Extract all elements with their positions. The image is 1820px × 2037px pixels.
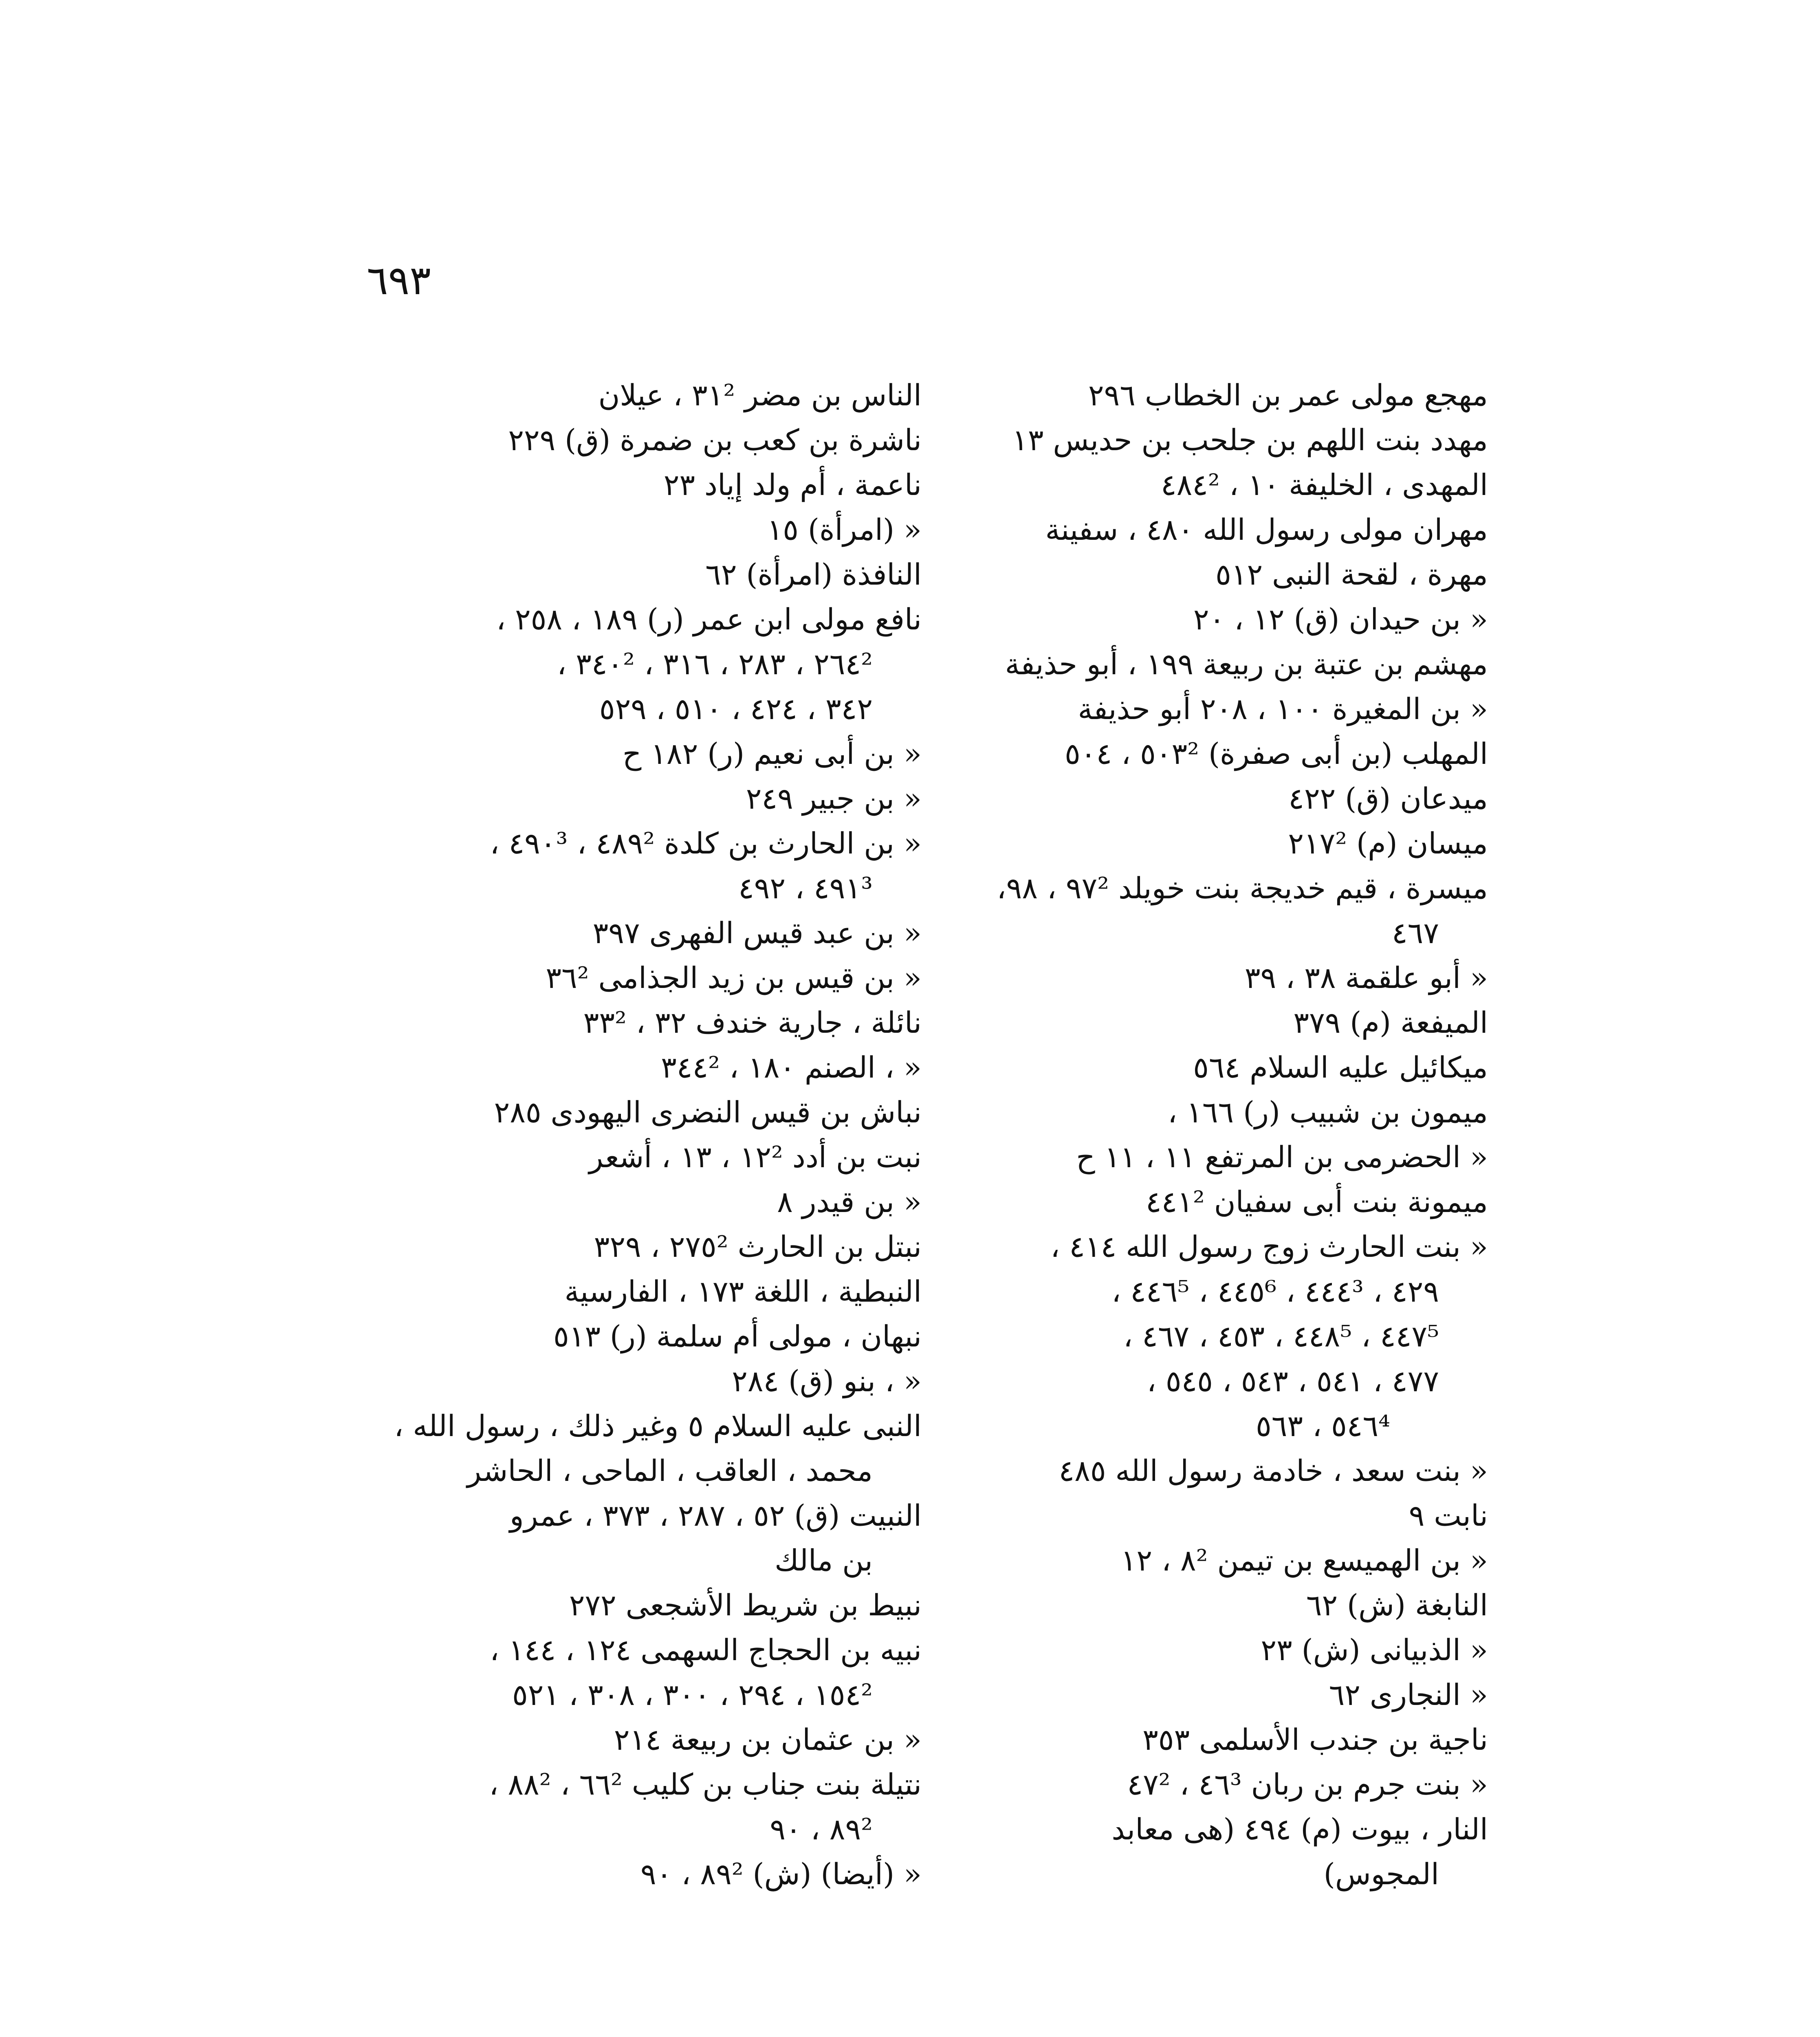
index-entry: نباش بن قيس النضرى اليهودى ٢٨٥ (494, 1095, 922, 1129)
index-entry: نبت بن أدد ١٢² ، ١٣ ، أشعر (589, 1140, 922, 1174)
index-entry: نافع مولى ابن عمر (ر) ١٨٩ ، ٢٥٨ ، (496, 602, 922, 636)
index-entry: مهدد بنت اللهم بن جلحب بن حديس ١٣ (1012, 423, 1488, 457)
index-entry: « بن عبد قيس الفهرى ٣٩٧ (592, 916, 922, 950)
index-entry: ميدعان (ق) ٤٢٢ (1288, 781, 1488, 816)
index-entry: ٤٩١³ ، ٤٩٢ (738, 871, 873, 905)
index-entry: النافذة (امرأة) ٦٢ (705, 557, 922, 592)
index-entry: المهلب (بن أبى صفرة) ٥٠٣² ، ٥٠٤ (1065, 737, 1488, 771)
index-entry: المهدى ، الخليفة ١٠ ، ٤٨٤² (1160, 468, 1488, 502)
index-entry: نبتل بن الحارث ٢٧٥² ، ٣٢٩ (594, 1230, 922, 1264)
index-entry: مهجع مولى عمر بن الخطاب ٢٩٦ (1088, 378, 1488, 412)
index-entry: المجوس) (1323, 1857, 1439, 1891)
index-entry: ميمونة بنت أبى سفيان ٤٤١² (1146, 1185, 1488, 1219)
index-entry: ٤٦٧ (1391, 916, 1439, 950)
index-entry: « بن جبير ٢٤٩ (746, 781, 922, 816)
index-entry: نبيط بن شريط الأشجعى ٢٧٢ (569, 1588, 922, 1622)
index-entry: مهشم بن عتبة بن ربيعة ١٩٩ ، أبو حذيفة (1005, 647, 1488, 681)
index-entry: ٤٢٩ ، ٤٤٤³ ، ٤٤٥⁶ ، ٤٤٦⁵ ، (1111, 1274, 1439, 1309)
index-entry: « بن الهميسع بن تيمن ٨² ، ١٢ (1120, 1543, 1488, 1577)
index-entry: ناعمة ، أم ولد إياد ٢٣ (663, 468, 922, 502)
index-entry: ناجية بن جندب الأسلمى ٣٥٣ (1142, 1722, 1488, 1757)
page-number: ٦٩٣ (367, 257, 431, 304)
index-entry: « بن حيدان (ق) ١٢ ، ٢٠ (1193, 602, 1488, 636)
index-entry: « بن الحارث بن كلدة ٤٨٩² ، ٤٩٠³ ، (490, 826, 922, 860)
index-entry: ميكائيل عليه السلام ٥٦٤ (1193, 1050, 1488, 1084)
index-entry: « الذبيانى (ش) ٢٣ (1261, 1633, 1488, 1667)
index-entry: « بنت سعد ، خادمة رسول الله ٤٨٥ (1059, 1454, 1488, 1488)
index-entry: « بن قيدر ٨ (777, 1185, 922, 1219)
index-entry: ٤٧٧ ، ٥٤١ ، ٥٤٣ ، ٥٤٥ ، (1147, 1364, 1439, 1398)
index-entry: « الحضرمى بن المرتفع ١١ ، ١١ ح (1076, 1140, 1488, 1174)
index-entry: ميسان (م) ٢١٧² (1288, 826, 1488, 860)
index-entry: ١٥٤² ، ٢٩٤ ، ٣٠٠ ، ٣٠٨ ، ٥٢١ (512, 1678, 873, 1712)
index-entry: « بنت جرم بن ربان ٤٦³ ، ٤٧² (1127, 1767, 1488, 1802)
index-entry: ٤٤٧⁵ ، ٤٤٨⁵ ، ٤٥٣ ، ٤٦٧ ، (1123, 1319, 1439, 1353)
index-entry: مهرة ، لقحة النبى ٥١٢ (1215, 557, 1488, 592)
index-entry: بن مالك (775, 1543, 873, 1577)
index-entry: « بن عثمان بن ربيعة ٢١٤ (614, 1722, 922, 1757)
index-entry: « النجارى ٦٢ (1329, 1678, 1488, 1712)
index-entry: « (امرأة) ١٥ (767, 513, 922, 547)
index-entry: النبيت (ق) ٥٢ ، ٢٨٧ ، ٣٧٣ ، عمرو (509, 1498, 922, 1533)
index-entry: النبى عليه السلام ٥ وغير ذلك ، رسول الله ، (394, 1409, 922, 1443)
index-entry: محمد ، العاقب ، الماحى ، الحاشر (467, 1454, 873, 1488)
index-entry: مهران مولى رسول الله ٤٨٠ ، سفينة (1045, 513, 1488, 547)
index-entry: ناشرة بن كعب بن ضمرة (ق) ٢٢٩ (508, 423, 922, 457)
index-entry: ٥٤٦⁴ ، ٥٦٣ (1256, 1409, 1390, 1443)
index-entry: الناس بن مضر ٣١² ، عيلان (598, 378, 922, 412)
index-entry: « بن المغيرة ١٠٠ ، ٢٠٨ أبو حذيفة (1078, 692, 1488, 726)
index-entry: « بن قيس بن زيد الجذامى ٣٦² (546, 961, 922, 995)
index-entry: « ، الصنم ١٨٠ ، ٣٤٤² (661, 1050, 922, 1084)
left-column (302, 373, 922, 1896)
index-entry: « بن أبى نعيم (ر) ١٨٢ ح (622, 737, 922, 771)
index-entry: نبهان ، مولى أم سلمة (ر) ٥١٣ (553, 1319, 922, 1353)
index-entry: نتيلة بنت جناب بن كليب ٦٦² ، ٨٨² ، (489, 1767, 922, 1802)
index-entry: نبيه بن الحجاج السهمى ١٢٤ ، ١٤٤ ، (490, 1633, 922, 1667)
index-entry: ٣٤٢ ، ٤٢٤ ، ٥١٠ ، ٥٢٩ (599, 692, 873, 726)
index-entry: النبطية ، اللغة ١٧٣ ، الفارسية (564, 1274, 922, 1309)
index-entry: نائلة ، جارية خندف ٣٢ ، ٣٣² (583, 1005, 922, 1040)
index-entry: « (أيضا) (ش) ٨٩² ، ٩٠ (640, 1857, 922, 1891)
index-entry: « بنت الحارث زوج رسول الله ٤١٤ ، (1050, 1230, 1488, 1264)
index-entry: الميفعة (م) ٣٧٩ (1293, 1005, 1488, 1040)
index-entry: ٨٩² ، ٩٠ (770, 1812, 873, 1846)
index-entry: النابغة (ش) ٦٢ (1306, 1588, 1488, 1622)
index-entry: « أبو علقمة ٣٨ ، ٣٩ (1244, 961, 1488, 995)
index-entry: ميسرة ، قيم خديجة بنت خويلد ٩٧² ، ٩٨، (997, 871, 1488, 905)
index-entry: « ، بنو (ق) ٢٨٤ (732, 1364, 922, 1398)
index-entry: ٢٦٤² ، ٢٨٣ ، ٣١٦ ، ٣٤٠² ، (557, 647, 873, 681)
index-entry: ميمون بن شبيب (ر) ١٦٦ ، (1168, 1095, 1488, 1129)
index-entry: النار ، بيوت (م) ٤٩٤ (هى معابد (1111, 1812, 1488, 1846)
index-entry: نابت ٩ (1408, 1498, 1488, 1533)
right-column (869, 373, 1488, 1896)
